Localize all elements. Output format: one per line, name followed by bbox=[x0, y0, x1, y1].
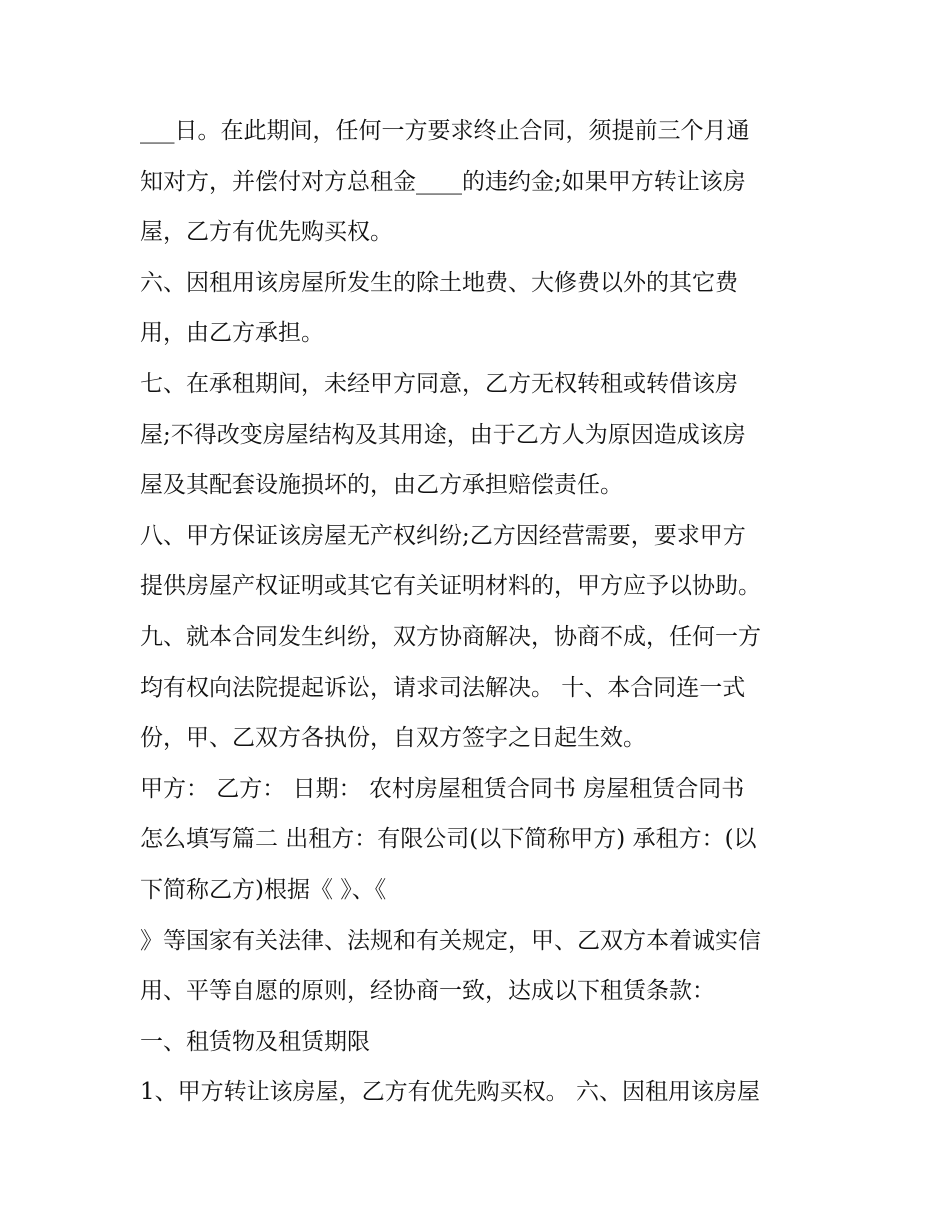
text-line: 甲方： 乙方： 日期： 农村房屋租赁合同书 房屋租赁合同书 bbox=[140, 775, 745, 802]
text-line: ___日。在此期间，任何一方要求终止合同，须提前三个月通 bbox=[140, 118, 750, 144]
text-line: 用、平等自愿的原则，经协商一致，达成以下租赁条款： bbox=[140, 978, 715, 1005]
text-line: 用，由乙方承担。 bbox=[140, 320, 324, 347]
text-line: 知对方，并偿付对方总租金____的违约金;如果甲方转让该房 bbox=[140, 168, 746, 195]
text-line: 八、甲方保证该房屋无产权纠纷;乙方因经营需要，要求甲方 bbox=[140, 522, 746, 549]
text-line: 均有权向法院提起诉讼，请求司法解决。 十、本合同连一式 bbox=[140, 674, 746, 701]
text-line: 屋;不得改变房屋结构及其用途，由于乙方人为原因造成该房 bbox=[140, 421, 746, 448]
text-line: 份，甲、乙双方各执份，自双方签字之日起生效。 bbox=[140, 725, 646, 752]
text-line: 》等国家有关法律、法规和有关规定，甲、乙双方本着诚实信 bbox=[140, 927, 761, 954]
text-line: 下简称乙方)根据《 》、《 bbox=[140, 876, 387, 903]
text-line: 七、在承租期间，未经甲方同意，乙方无权转租或转借该房 bbox=[140, 370, 738, 397]
text-line: 九、就本合同发生纠纷，双方协商解决，协商不成，任何一方 bbox=[140, 623, 761, 650]
text-line: 提供房屋产权证明或其它有关证明材料的，甲方应予以协助。 bbox=[140, 573, 761, 600]
text-line: 一、租赁物及租赁期限 bbox=[140, 1028, 370, 1055]
text-line: 怎么填写篇二 出租方：有限公司(以下简称甲方) 承租方：(以 bbox=[140, 826, 757, 853]
text-line: 六、因租用该房屋所发生的除土地费、大修费以外的其它费 bbox=[140, 269, 738, 296]
text-line: 屋，乙方有优先购买权。 bbox=[140, 219, 393, 246]
text-line: 屋及其配套设施损坏的，由乙方承担赔偿责任。 bbox=[140, 472, 623, 499]
text-line: 1、甲方转让该房屋，乙方有优先购买权。 六、因租用该房屋 bbox=[140, 1079, 760, 1106]
contract-body bbox=[140, 106, 830, 1118]
